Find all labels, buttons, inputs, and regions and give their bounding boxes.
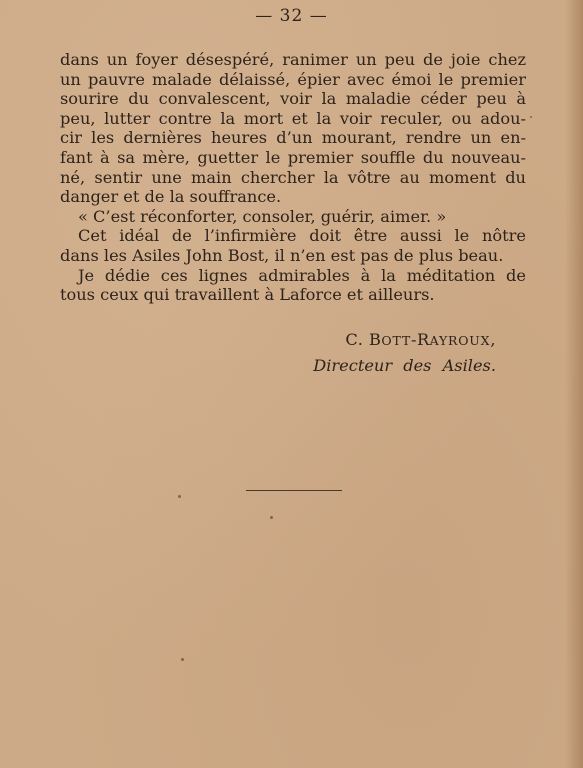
page-edge-shadow xyxy=(565,0,583,768)
paper-speck xyxy=(270,516,273,519)
signature-cap: B xyxy=(369,330,382,349)
text-line: un pauvre malade délaissé, épier avec émoi le premier xyxy=(60,69,526,89)
signature-initial: C. xyxy=(345,330,364,349)
signature-name xyxy=(0,330,496,349)
signature-comma: , xyxy=(490,330,496,349)
signature-title: Directeur des Asiles. xyxy=(313,356,496,375)
signature-small-caps: OTT xyxy=(381,333,411,348)
page-number: — 32 — xyxy=(255,6,328,26)
text-line: dans un foyer désespéré, ranimer un peu de joie chez xyxy=(60,50,526,69)
quote-line: « C’est réconforter, consoler, guérir, aimer. » xyxy=(78,206,447,226)
body-text xyxy=(60,50,526,305)
signature-cap: R xyxy=(416,330,430,349)
text-line: tous ceux qui travaillent à Laforce et ailleurs. xyxy=(60,285,435,305)
paper-speck xyxy=(181,658,184,661)
paper-speck xyxy=(530,116,532,118)
signature-separator: - xyxy=(410,330,417,349)
text-line: peu, lutter contre la mort et la voir reculer, ou adou- xyxy=(60,108,526,128)
text-line: né, sentir une main chercher la vôtre au moment du xyxy=(60,167,526,187)
section-divider xyxy=(246,490,342,491)
text-line: fant à sa mère, guetter le premier souffle du nouveau- xyxy=(60,147,526,167)
paper-speck xyxy=(178,495,181,498)
text-line: sourire du convalescent, voir la maladie céder peu à xyxy=(60,89,526,109)
text-line: Cet idéal de l’infirmière doit être aussi le nôtre xyxy=(78,226,526,246)
text-line: dans les Asiles John Bost, il n’en est pas de plus beau. xyxy=(60,245,504,265)
text-line: cir les dernières heures d’un mourant, rendre un en- xyxy=(60,128,526,148)
text-line: Je dédie ces lignes admirables à la méditation de xyxy=(78,265,526,285)
signature-small-caps: AYROUX xyxy=(429,333,491,348)
text-line: danger et de la souffrance. xyxy=(60,187,282,207)
